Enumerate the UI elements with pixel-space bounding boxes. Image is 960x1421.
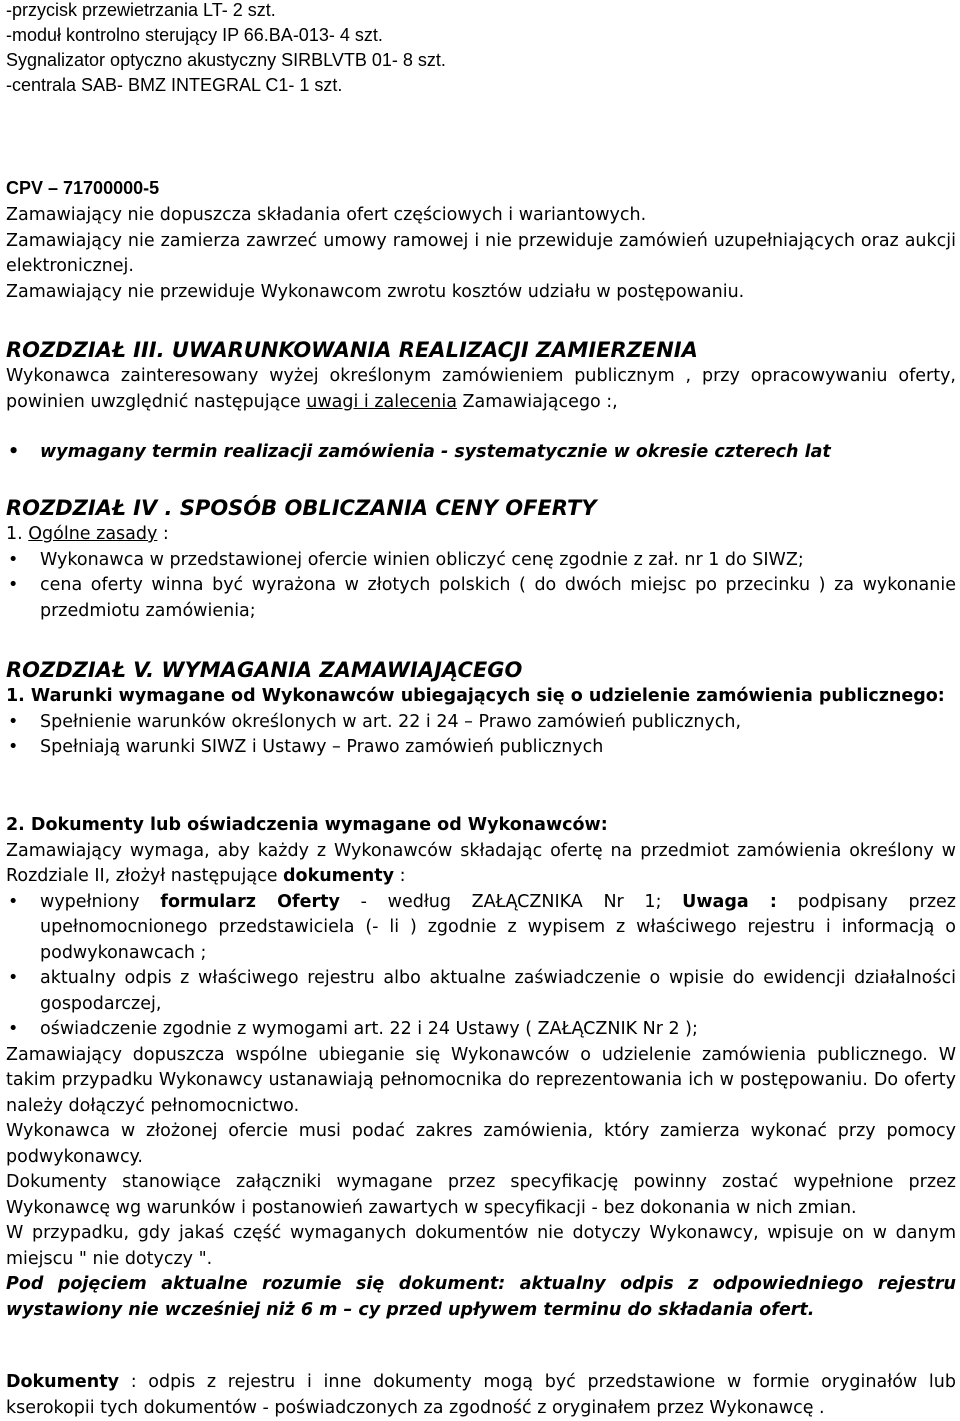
cpv-notes [6, 203, 956, 305]
note-line: Zamawiający nie dopuszcza składania ofert częściowych i wariantowych. [6, 205, 647, 225]
bullet-icon: • [8, 711, 19, 732]
cpv-code: CPV – 71700000-5 [6, 178, 160, 198]
chapter-heading: ROZDZIAŁ V. WYMAGANIA ZAMAWIAJĄCEGO [6, 658, 523, 682]
note-line: Zamawiający nie przewiduje Wykonawcom zwrotu kosztów udziału w postępowaniu. [6, 281, 745, 302]
emphasis-note: Pod pojęciem aktualne rozumie się dokument: aktualny odpis z odpowiedniego rejestru wystawiony nie wcześniej niż 6 m – cy przed upływem terminu do składania ofert. [6, 1274, 956, 1320]
bullet-icon: • [8, 1019, 19, 1039]
chapter-intro: Wykonawca zainteresowany wyżej określonym zamówieniem publicznym , przy opracowywaniu oferty, powinien uwzględnić następujące uwagi i zalecenia Zamawiającego :, [6, 366, 956, 412]
note-line: Zamawiający nie zamierza zawrzeć umowy ramowej i nie przewiduje zamówień uzupełniających oraz aukcji elektronicznej. [6, 230, 956, 276]
recommendations-link: uwagi i zalecenia [306, 391, 457, 412]
chapter-heading: ROZDZIAŁ III. UWARUNKOWANIA REALIZACJI ZAMIERZENIA [6, 338, 698, 362]
paragraph: Zamawiający dopuszcza wspólne ubieganie się Wykonawców o udzielenie zamówienia publicznego. W takim przypadku Wykonawcy ustanawiają pełnomocnika do reprezentowania ich w postępowaniu. Do oferty należy dołączyć pełnomocnictwo. [6, 1044, 956, 1116]
bullet-icon: • [8, 575, 19, 595]
list-item: Sygnalizator optyczno akustyczny SIRBLVTB 01- 8 szt. [6, 50, 446, 70]
bullet-icon: • [8, 549, 19, 570]
section-number: 1. Ogólne zasady : [6, 524, 169, 544]
list-item: • wymagany termin realizacji zamówienia - systematycznie w okresie czterech lat [6, 440, 956, 466]
list-item: • Spełnienie warunków określonych w art. 22 i 24 – Prawo zamówień publicznych, [6, 710, 956, 736]
bullet-icon: • [8, 891, 19, 912]
subsection-title: 2. Dokumenty lub oświadczenia wymagane od Wykonawców: [6, 815, 608, 835]
list-item: -centrala SAB- BMZ INTEGRAL C1- 1 szt. [6, 75, 343, 95]
chapter-5-documents [6, 813, 956, 1323]
list-item: • aktualny odpis z właściwego rejestru albo aktualne zaświadczenie o wpisie do ewidencji działalności gospodarczej, [8, 968, 956, 1014]
cpv-section [6, 176, 956, 201]
list-item: • Spełniają warunki SIWZ i Ustawy – Prawo zamówień publicznych [6, 735, 956, 761]
paragraph: Zamawiający wymaga, aby każdy z Wykonawców składając ofertę na przedmiot zamówienia określony w Rozdziale II, złożył następujące dokumenty : [6, 840, 956, 886]
list-item: • oświadczenie zgodnie z wymogami art. 22 i 24 Ustawy ( ZAŁĄCZNIK Nr 2 ); [6, 1017, 956, 1043]
chapter-3-bullet [6, 440, 956, 466]
list-item: -moduł kontrolno sterujący IP 66.BA-013- 4 szt. [6, 25, 383, 45]
chapter-3 [6, 336, 956, 415]
list-item: • Wykonawca w przedstawionej ofercie winien obliczyć cenę zgodnie z zał. nr 1 do SIWZ; [6, 548, 956, 574]
paragraph: W przypadku, gdy jakaś część wymaganych dokumentów nie dotyczy Wykonawcy, wpisuje on w danym miejscu " nie dotyczy ". [6, 1223, 956, 1269]
paragraph: Wykonawca w złożonej ofercie musi podać zakres zamówienia, który zamierza wykonać przy pomocy podwykonawcy. [6, 1121, 956, 1167]
paragraph: Dokumenty : odpis z rejestru i inne dokumenty mogą być przedstawione w formie oryginałów lub kserokopii tych dokumentów - poświadczonych za zgodność z oryginałem przez Wykonawcę . [6, 1372, 956, 1418]
chapter-5 [6, 656, 956, 761]
paragraph: Dokumenty stanowiące załączniki wymagane przez specyfikację powinny zostać wypełnione przez Wykonawcę wg warunków i postanowień zawartych w specyfikacji - bez dokonania w nich zmian. [6, 1172, 956, 1218]
bullet-icon: • [8, 737, 19, 757]
chapter-4 [6, 494, 956, 624]
chapter-heading: ROZDZIAŁ IV . SPOSÓB OBLICZANIA CENY OFERTY [6, 496, 597, 520]
general-rules-link: Ogólne zasady [28, 524, 158, 544]
bullet-icon: • [8, 442, 20, 462]
bullet-icon: • [8, 968, 19, 988]
list-item: -przycisk przewietrzania LT- 2 szt. [6, 0, 276, 20]
equipment-list [6, 0, 956, 98]
final-note [6, 1370, 956, 1421]
list-item: • wypełniony formularz Oferty - według ZAŁĄCZNIKA Nr 1; Uwaga : podpisany przez upełnomocnionego przedstawiciela (- li ) zgodnie z wypisem z właściwego rejestru i informacją o podwykonawcach ; [8, 891, 956, 963]
subsection-title: 1. Warunki wymagane od Wykonawców ubiegających się o udzielenie zamówienia publicznego: [6, 686, 945, 706]
list-item: • cena oferty winna być wyrażona w złotych polskich ( do dwóch miejsc po przecinku ) za wykonanie przedmiotu zamówienia; [8, 575, 956, 621]
